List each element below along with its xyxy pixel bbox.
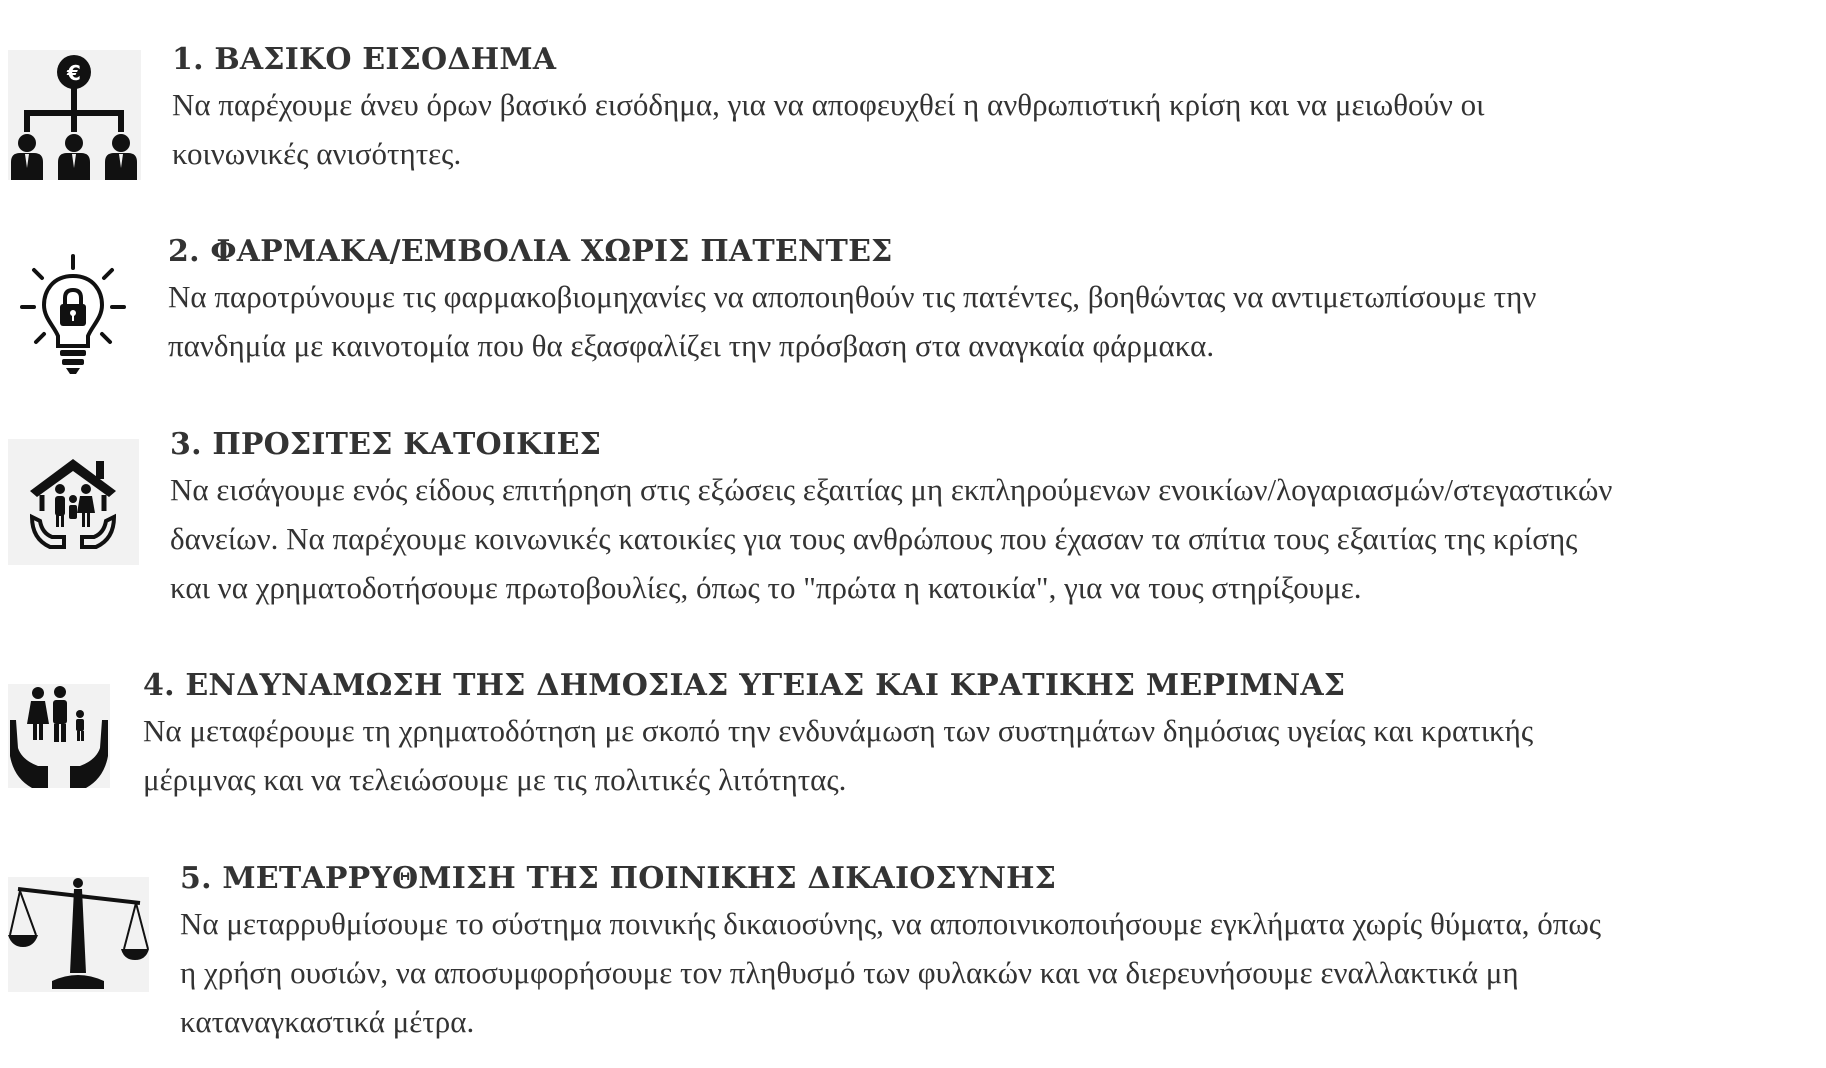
family-hands-icon	[8, 684, 110, 788]
lightbulb-lock-icon	[8, 252, 138, 380]
description-line: και να χρηματοδοτήσουμε πρωτοβουλίες, όπως το "πρώτα η κατοικία", για να τους στηρίξουμε.	[170, 570, 1362, 605]
description-line: καταναγκαστικά μέτρα.	[180, 1004, 475, 1039]
item-description	[180, 899, 1820, 1046]
item-title: 3. ΠΡΟΣΙΤΕΣ ΚΑΤΟΙΚΙΕΣ	[170, 427, 602, 462]
description-line: Να μεταφέρουμε τη χρηματοδότηση με σκοπό την ενδυνάμωση των συστημάτων δημόσιας υγείας και κρατικής	[143, 713, 1534, 748]
item-description	[172, 80, 1732, 178]
description-line: κοινωνικές ανισότητες.	[172, 136, 462, 171]
item-text	[170, 425, 1820, 612]
item-title: 5. ΜΕΤΑΡΡΥΘΜΙΣΗ ΤΗΣ ΠΟΙΝΙΚΗΣ ΔΙΚΑΙΟΣΥΝΗΣ	[180, 861, 1057, 896]
item-title: 2. ΦΑΡΜΑΚΑ/ΕΜΒΟΛΙΑ ΧΩΡΙΣ ΠΑΤΕΝΤΕΣ	[168, 234, 893, 269]
svg-text:€: €	[67, 61, 81, 85]
item-text	[172, 40, 1732, 178]
description-line: πανδημία με καινοτομία που θα εξασφαλίζει την πρόσβαση στα αναγκαία φάρμακα.	[168, 328, 1215, 363]
house-family-hands-icon	[8, 439, 139, 565]
item-text	[143, 666, 1783, 804]
description-line: Να παροτρύνουμε τις φαρμακοβιομηχανίες να αποποιηθούν τις πατέντες, βοηθώντας να αντιμετωπίσουμε την	[168, 279, 1537, 314]
scales-of-justice-icon	[8, 877, 149, 992]
euro-hierarchy-icon	[8, 50, 141, 180]
description-line: Να μεταρρυθμίσουμε το σύστημα ποινικής δικαιοσύνης, να αποποινικοποιήσουμε εγκλήματα χωρίς θύματα, όπως	[180, 906, 1602, 941]
description-line: Να παρέχουμε άνευ όρων βασικό εισόδημα, για να αποφευχθεί η ανθρωπιστική κρίση και να μειωθούν οι	[172, 87, 1485, 122]
item-text	[180, 859, 1820, 1046]
item-description	[168, 272, 1768, 370]
item-description	[143, 706, 1783, 804]
item-text	[168, 232, 1768, 370]
description-line: μέριμνας και να τελειώσουμε με τις πολιτικές λιτότητας.	[143, 762, 847, 797]
description-line: Να εισάγουμε ενός είδους επιτήρηση στις εξώσεις εξαιτίας μη εκπληρούμενων ενοικίων/λογαριασμών/στεγαστικών	[170, 472, 1613, 507]
description-line: δανείων. Να παρέχουμε κοινωνικές κατοικίες για τους ανθρώπους που έχασαν τα σπίτια τους εξαιτίας της κρίσης	[170, 521, 1578, 556]
item-title: 1. ΒΑΣΙΚΟ ΕΙΣΟΔΗΜΑ	[172, 42, 557, 77]
item-title: 4. ΕΝΔΥΝΑΜΩΣΗ ΤΗΣ ΔΗΜΟΣΙΑΣ ΥΓΕΙΑΣ ΚΑΙ ΚΡΑΤΙΚΗΣ ΜΕΡΙΜΝΑΣ	[143, 668, 1346, 703]
item-description	[170, 465, 1820, 612]
description-line: η χρήση ουσιών, να αποσυμφορήσουμε τον πληθυσμό των φυλακών και να διερευνήσουμε εναλλακτικά μη	[180, 955, 1519, 990]
